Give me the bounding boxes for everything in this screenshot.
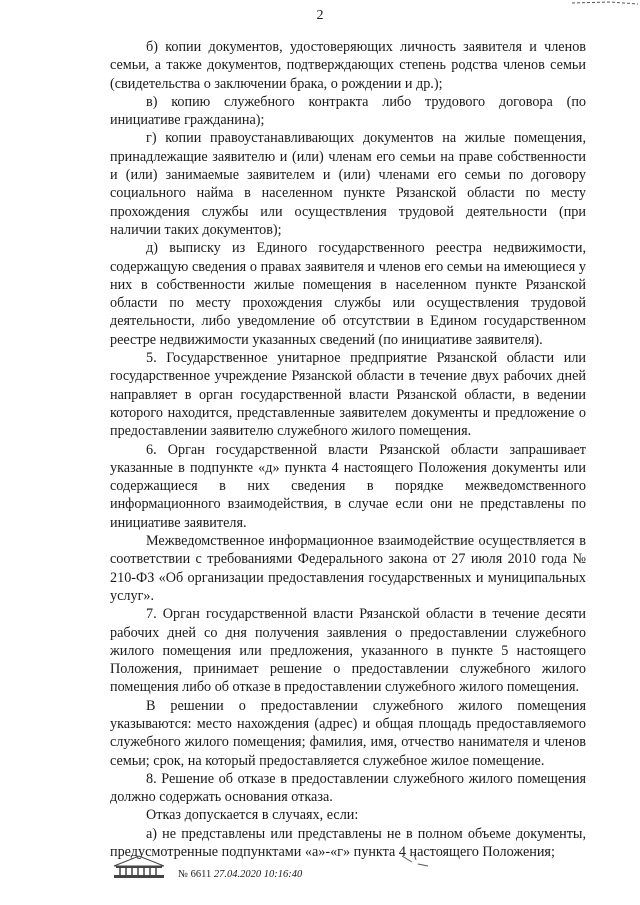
document-number: № 6611 <box>178 869 212 880</box>
page-number: 2 <box>316 8 324 23</box>
paragraph-d: д) выписку из Единого государственного реестра недвижимости, содержащую сведения о правах заявителя и членов его семьи на имеющиеся у них в собственности жилые помещения в населенном пункте Рязанской области по месту прохождения службы или осуществления трудовой деятельности, либо уведомление об отсутствии в Едином государственном реестре недвижимости указанных сведений (по инициативе заявителя). <box>110 240 586 348</box>
paragraph-v: в) копию служебного контракта либо трудового договора (по инициативе гражданина); <box>110 93 586 129</box>
paragraph-refusal: Отказ допускается в случаях, если: <box>146 807 359 824</box>
paragraph-6: 6. Орган государственной власти Рязанской области запрашивает указанные в подпункте «д» пункта 4 настоящего Положения документы или содержащиеся в них сведения в порядке межведомственного информационного взаимодействия, в случае если они не представлены по инициативе заявителя. <box>110 441 586 531</box>
paragraph-interagency: Межведомственное информационное взаимодействие осуществляется в соответствии с требованиями Федерального закона от 27 июля 2010 года № 210-ФЗ «Об организации предоставления государственных и муниципальных услуг». <box>110 533 586 604</box>
paragraph-a: а) не представлены или представлены не в полном объеме документы, предусмотренные подпунктами «а»-«г» пункта 4 настоящего Положения; <box>110 825 586 861</box>
paragraph-5: 5. Государственное унитарное предприятие Рязанской области или государственное учреждение Рязанской области в течение двух рабочих дней направляет в орган государственной власти Рязанской области, в ведении которого находится, представленные заявителем документы и предложение о предоставлении заявителю служебного жилого помещения. <box>110 350 586 440</box>
paragraph-b: б) копии документов, удостоверяющих личность заявителя и членов семьи, а также документов, подтверждающих степень родства членов семьи (свидетельства о заключении брака, о рождении и др.); <box>110 39 586 92</box>
document-stamp <box>178 869 302 880</box>
paragraph-g: г) копии правоустанавливающих документов на жилые помещения, принадлежащие заявителю и (или) членам его семьи на праве собственности и (или) занимаемые заявителем и (или) членами его семьи по договору социального найма в населенном пункте Рязанской области по месту прохождения службы или осуществления трудовой деятельности (при наличии таких документов); <box>110 130 586 238</box>
paragraph-8: 8. Решение об отказе в предоставлении служебного жилого помещения должно содержать основания отказа. <box>110 770 586 806</box>
document-timestamp: 27.04.2020 10:16:40 <box>213 869 303 880</box>
scan-artifact-top <box>570 0 640 8</box>
scan-artifact-mark <box>400 852 430 872</box>
document-body <box>110 38 586 861</box>
paragraph-7: 7. Орган государственной власти Рязанской области в течение десяти рабочих дней со дня получения заявления о предоставлении служебного жилого помещения или предложения, указанного в пункте 5 настоящего Положения, принимает решение о предоставлении служебного жилого помещения либо об отказе в предоставлении служебного жилого помещения. <box>110 606 586 696</box>
building-logo <box>110 852 168 880</box>
paragraph-decision: В решении о предоставлении служебного жилого помещения указываются: место нахождения (адрес) и общая площадь предоставляемого служебного жилого помещения; фамилия, имя, отчество нанимателя и членов семьи; срок, на который предоставляется служебное жилое помещение. <box>110 697 586 769</box>
